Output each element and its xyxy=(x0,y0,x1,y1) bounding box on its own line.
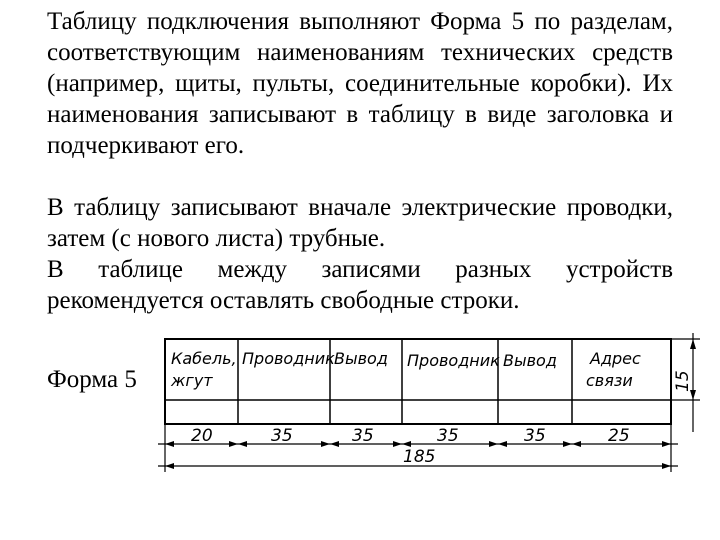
arrow-icon xyxy=(321,441,330,447)
header-cable-line1: Кабель, xyxy=(171,349,237,368)
header-terminal-1: Вывод xyxy=(334,349,388,368)
dim-col-4: 35 xyxy=(437,426,459,446)
header-cable-line2: жгут xyxy=(171,371,213,390)
arrow-icon xyxy=(572,441,581,447)
arrow-icon xyxy=(238,441,247,447)
header-conductor-2: Проводник xyxy=(407,351,500,370)
arrow-icon xyxy=(498,441,507,447)
arrow-icon xyxy=(393,441,402,447)
arrow-icon xyxy=(690,339,696,349)
header-conductor-1: Проводник xyxy=(242,349,335,368)
dim-col-3: 35 xyxy=(352,426,374,446)
arrow-icon xyxy=(330,441,339,447)
arrow-icon xyxy=(563,441,572,447)
dim-col-1: 20 xyxy=(191,426,213,446)
arrow-icon xyxy=(165,441,174,447)
header-terminal-2: Вывод xyxy=(503,351,557,370)
arrow-icon xyxy=(489,441,498,447)
paragraph-3: В таблице между записями разных устройств рекомендуется оставлять свободные строки. xyxy=(47,256,673,314)
paragraph-1: Таблицу подключения выполняют Форма 5 по разделам, соответствующим наименованиям технических средств (например, щиты, пульты, соединительные коробки). Их наименования записывают в таблицу в виде заголовка и подчеркивают его. xyxy=(47,8,673,159)
arrow-icon xyxy=(229,441,238,447)
arrow-icon xyxy=(165,463,174,469)
dim-col-5: 35 xyxy=(524,426,546,446)
arrow-icon xyxy=(662,441,671,447)
dim-total: 185 xyxy=(403,447,436,467)
paragraph-2: В таблицу записывают вначале электрические проводки, затем (с нового листа) трубные. xyxy=(47,194,673,252)
arrow-icon xyxy=(662,463,671,469)
header-address-line1: Адрес xyxy=(590,349,641,368)
dimension-row-height: 15 xyxy=(673,370,693,392)
dim-col-2: 35 xyxy=(271,426,293,446)
dim-col-6: 25 xyxy=(608,426,630,446)
form-label: Форма 5 xyxy=(47,366,137,393)
header-address-line2: связи xyxy=(586,371,633,390)
